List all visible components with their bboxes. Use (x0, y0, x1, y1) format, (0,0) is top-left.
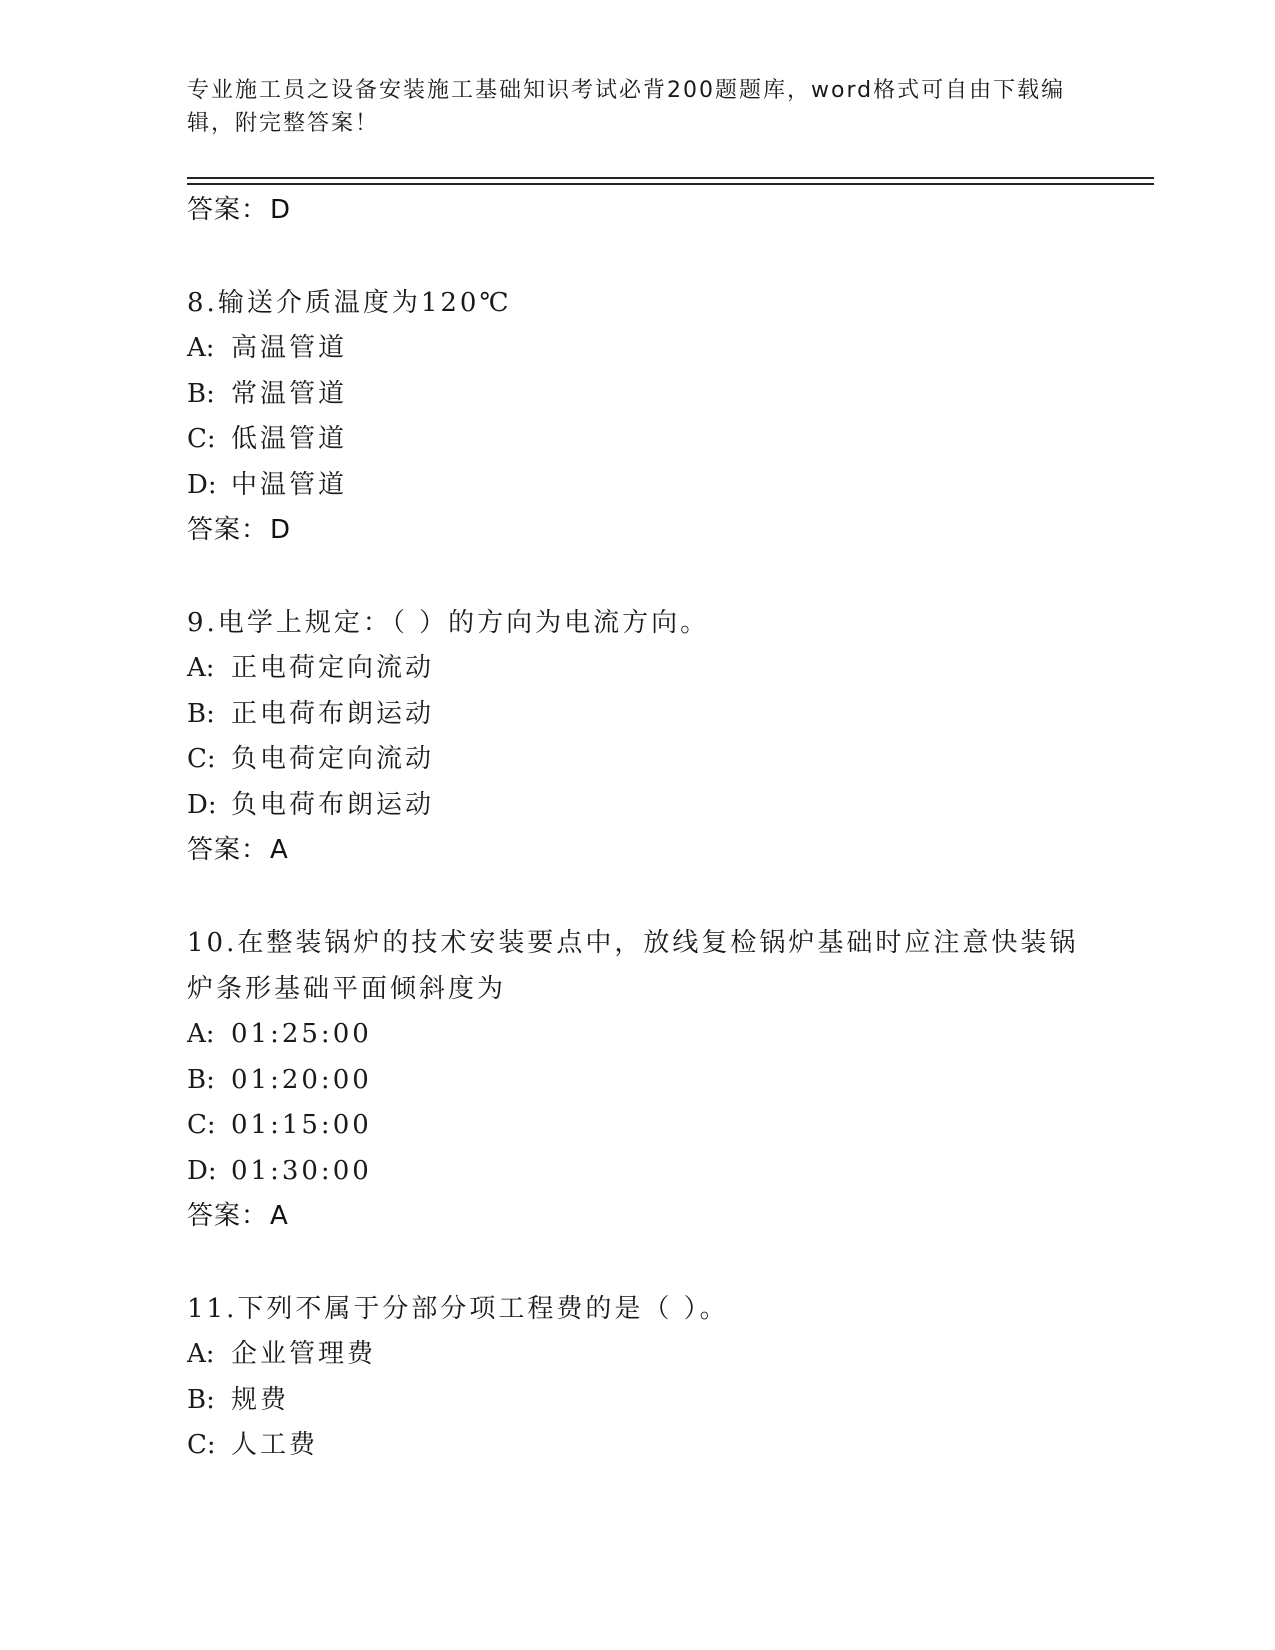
question-text (187, 920, 1087, 1012)
question-block (187, 1286, 1087, 1469)
option-text: 规费 (231, 1384, 290, 1415)
option-text: 负电荷布朗运动 (231, 789, 435, 820)
question-stem: 在整装锅炉的技术安装要点中，放线复检锅炉基础时应注意快装锅炉条形基础平面倾斜度为 (187, 928, 1079, 1004)
question-number: 10. (187, 928, 238, 958)
question-stem: 电学上规定：（ ）的方向为电流方向。 (217, 608, 710, 638)
question-number: 11. (187, 1294, 238, 1324)
answer-value: D (270, 195, 292, 225)
option-line (187, 1103, 1087, 1149)
option-letter: A: (187, 653, 215, 683)
answer-label: 答案： (187, 1201, 269, 1231)
option-text: 正电荷定向流动 (231, 653, 435, 683)
option-line (187, 692, 1087, 738)
option-text: 低温管道 (231, 424, 348, 454)
option-line (187, 372, 1087, 418)
option-letter: B: (187, 1064, 215, 1095)
answer-line (187, 188, 1087, 233)
answer-line (187, 508, 1087, 553)
option-text: 中温管道 (231, 469, 348, 500)
option-letter: B: (187, 698, 215, 729)
answer-label: 答案： (187, 195, 269, 225)
question-block (187, 600, 1087, 873)
option-line (187, 1058, 1087, 1104)
option-letter: A: (187, 333, 215, 363)
option-text: 负电荷定向流动 (231, 744, 435, 774)
option-letter: D: (187, 469, 217, 500)
option-line (187, 463, 1087, 509)
option-letter: D: (187, 1155, 217, 1186)
option-text: 01:25:00 (231, 1019, 372, 1049)
option-text: 企业管理费 (231, 1339, 377, 1369)
question-number: 8. (187, 288, 218, 318)
option-line (187, 1378, 1087, 1424)
question-stem: 下列不属于分部分项工程费的是（ ）。 (237, 1294, 729, 1324)
option-line (187, 1149, 1087, 1195)
option-letter: C: (187, 1110, 216, 1140)
question-block (187, 920, 1087, 1239)
question-stem: 输送介质温度为120℃ (217, 288, 512, 318)
option-text: 常温管道 (231, 378, 348, 409)
option-letter: C: (187, 744, 216, 774)
option-line (187, 1332, 1087, 1378)
option-line (187, 326, 1087, 372)
option-letter: A: (187, 1019, 215, 1049)
answer-label: 答案： (187, 515, 269, 545)
answer-line (187, 828, 1087, 873)
question-text (187, 280, 1087, 326)
option-text: 高温管道 (231, 333, 348, 363)
option-line (187, 1423, 1087, 1469)
option-letter: B: (187, 1384, 215, 1415)
option-line (187, 646, 1087, 692)
answer-line (187, 1194, 1087, 1239)
option-text: 01:30:00 (231, 1155, 372, 1186)
question-number: 9. (187, 608, 218, 638)
option-text: 人工费 (231, 1430, 319, 1460)
option-text: 01:20:00 (231, 1064, 372, 1095)
header-rule-top (187, 177, 1154, 179)
option-line (187, 737, 1087, 783)
document-header: 专业施工员之设备安装施工基础知识考试必背200题题库，word格式可自由下载编辑，附完整答案！ (187, 78, 1066, 136)
option-line (187, 783, 1087, 829)
option-text: 01:15:00 (231, 1110, 372, 1140)
answer-value: A (270, 1201, 289, 1231)
option-line (187, 417, 1087, 463)
answer-value: A (270, 835, 289, 865)
question-text (187, 600, 1087, 646)
option-letter: C: (187, 424, 216, 454)
option-letter: B: (187, 378, 215, 409)
question-block (187, 280, 1087, 553)
option-text: 正电荷布朗运动 (231, 698, 435, 729)
header-rule-bottom (187, 183, 1154, 185)
option-line (187, 1012, 1087, 1058)
question-list (187, 188, 1087, 1469)
option-letter: A: (187, 1339, 215, 1369)
answer-value: D (270, 515, 292, 545)
question-text (187, 1286, 1087, 1332)
option-letter: C: (187, 1430, 216, 1460)
option-letter: D: (187, 789, 217, 820)
answer-label: 答案： (187, 835, 269, 865)
